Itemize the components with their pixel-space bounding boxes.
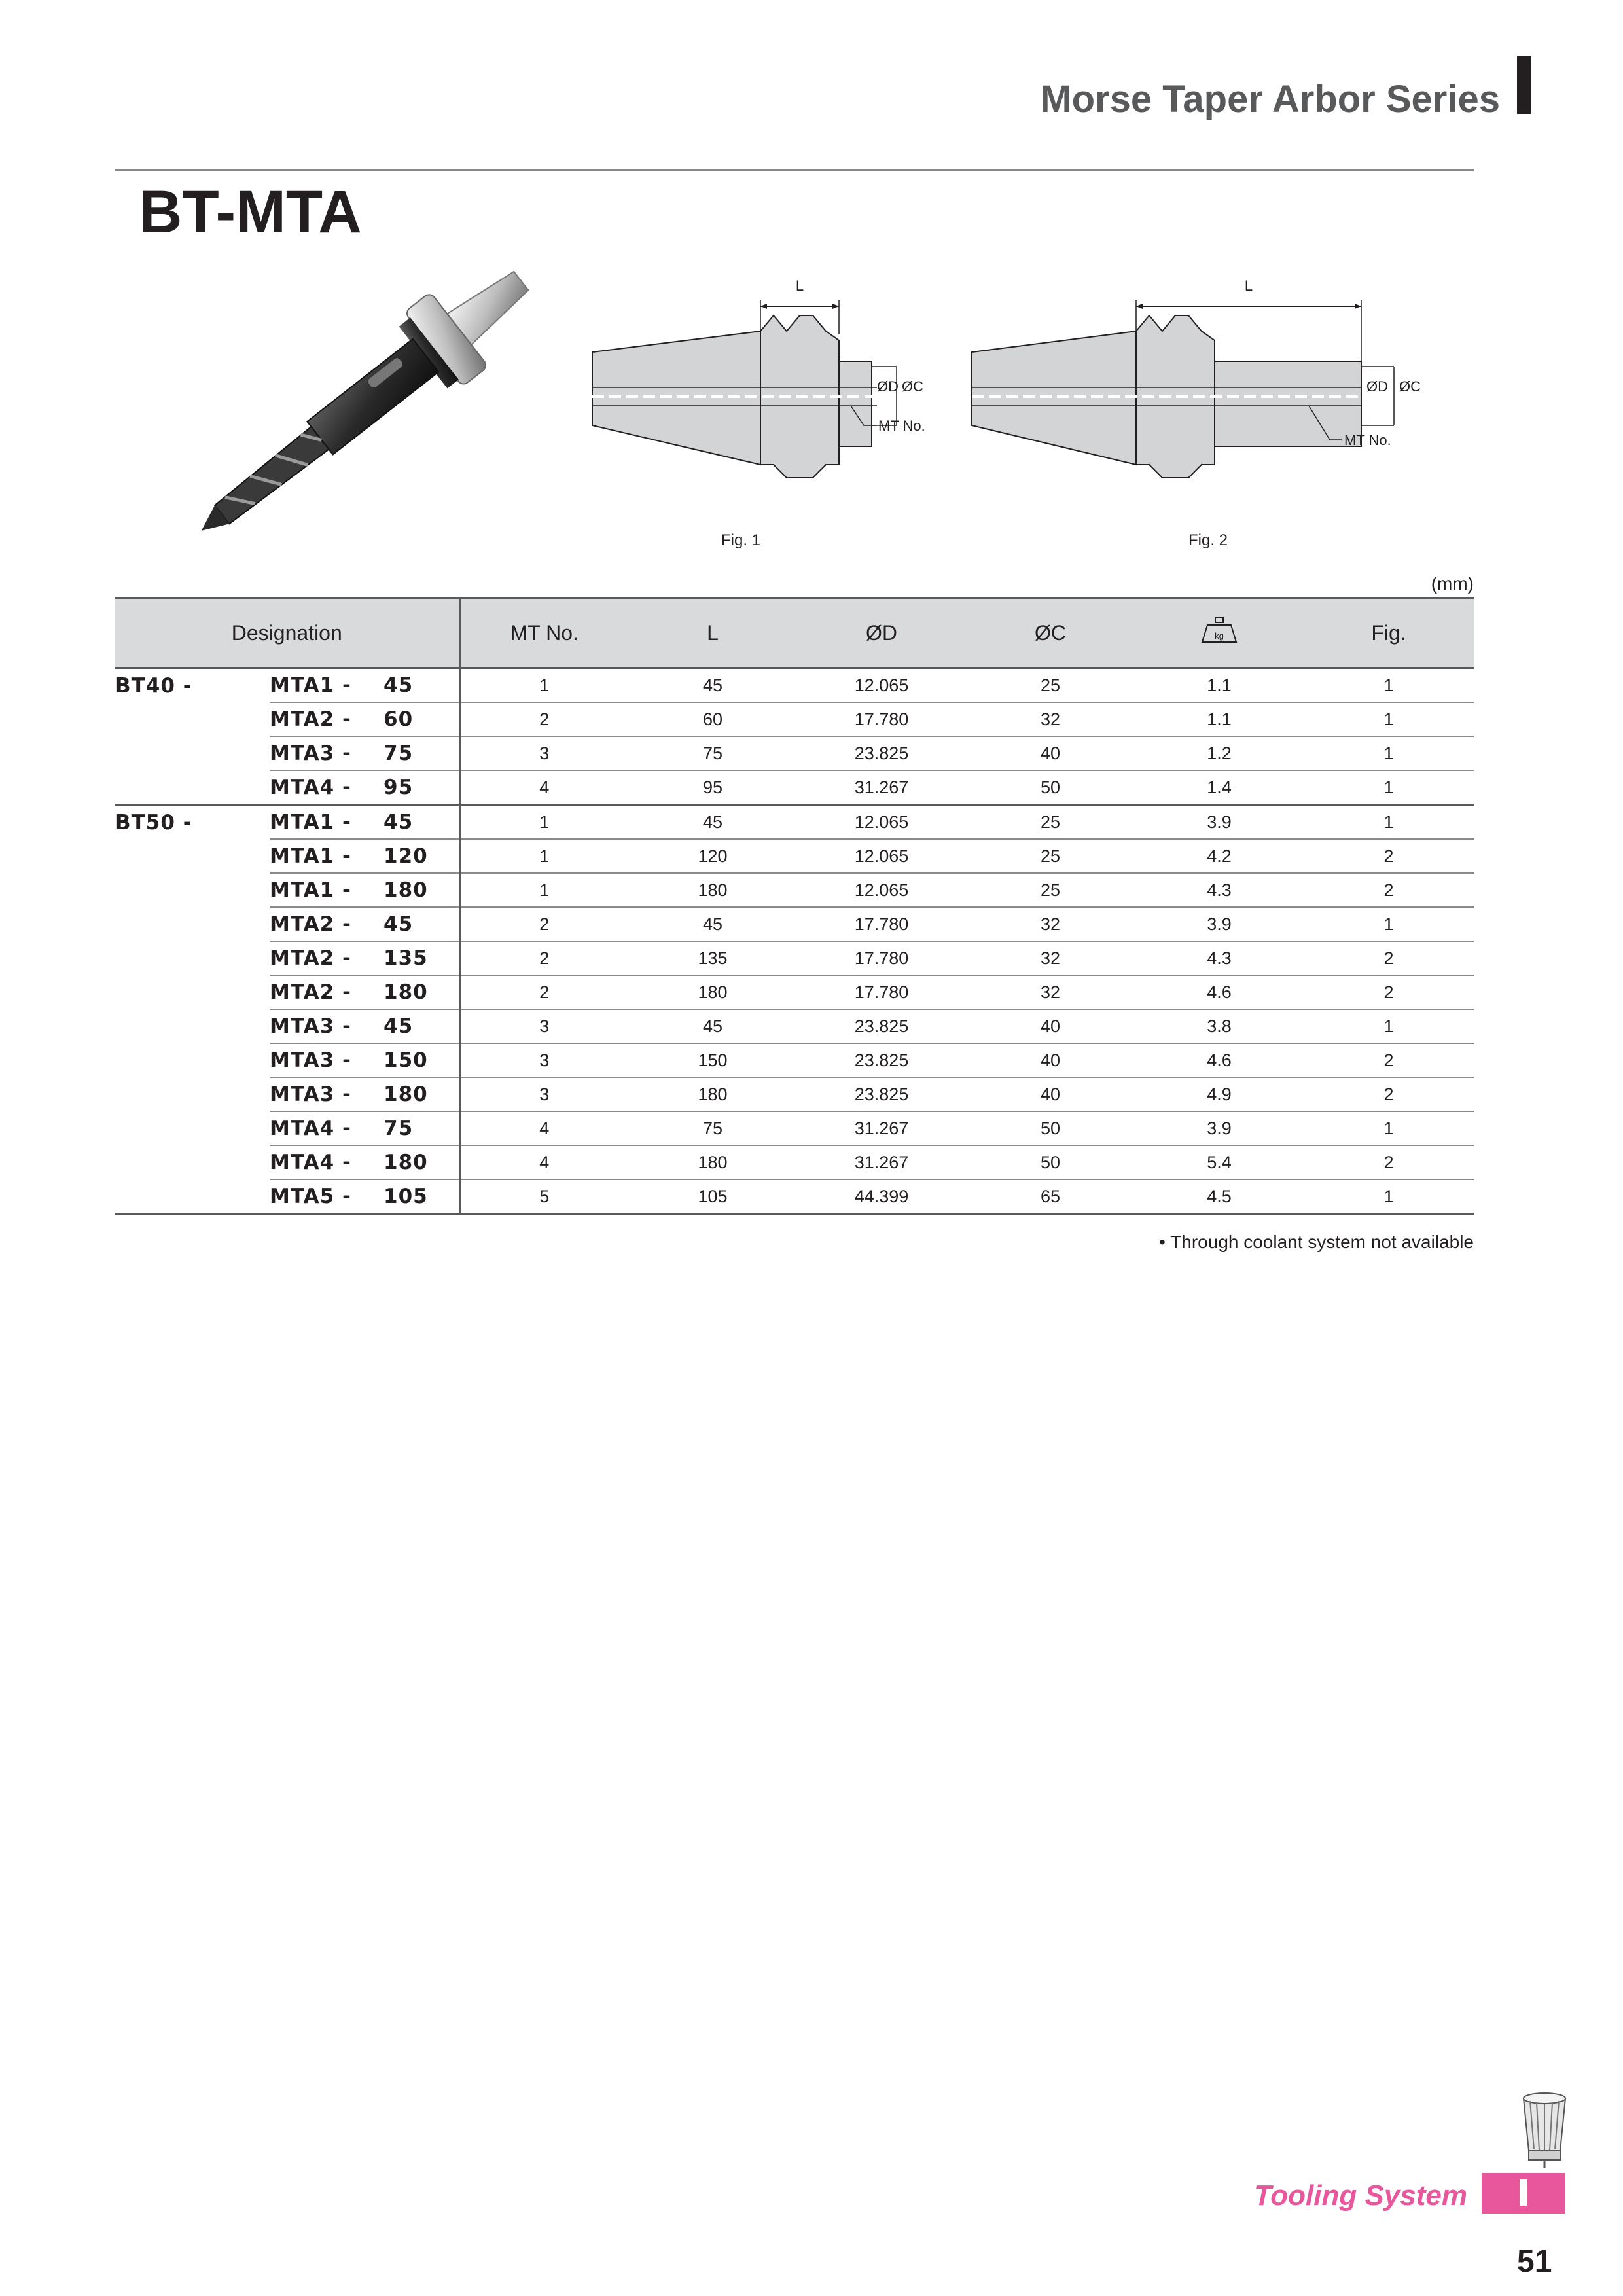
cell-fig: 2: [1304, 941, 1474, 975]
row-length: 45: [383, 805, 459, 840]
cell-weight: 4.6: [1135, 1043, 1304, 1077]
table-row: [115, 839, 1474, 873]
table-row: [115, 702, 1474, 736]
row-code: MTA1 -: [270, 839, 383, 873]
cell-mt: 3: [459, 1043, 628, 1077]
product-title: BT-MTA: [139, 179, 362, 245]
row-code: MTA3 -: [270, 1009, 383, 1043]
row-code: MTA3 -: [270, 736, 383, 770]
cell-mt: 1: [459, 873, 628, 907]
row-length: 45: [383, 907, 459, 941]
header-weight: [1135, 598, 1304, 668]
cell-d: 23.825: [797, 1077, 966, 1111]
svg-text:kg: kg: [1215, 631, 1224, 641]
cell-l: 120: [628, 839, 797, 873]
row-length: 95: [383, 770, 459, 805]
cell-l: 45: [628, 805, 797, 840]
row-code: MTA2 -: [270, 941, 383, 975]
table-row: [115, 873, 1474, 907]
cell-fig: 2: [1304, 1043, 1474, 1077]
header-fig: Fig.: [1304, 598, 1474, 668]
figure-2-label: Fig. 2: [1188, 531, 1228, 549]
row-code: MTA1 -: [270, 805, 383, 840]
cell-l: 45: [628, 1009, 797, 1043]
header-c: ØC: [966, 598, 1135, 668]
row-length: 120: [383, 839, 459, 873]
row-code: MTA2 -: [270, 975, 383, 1009]
header-designation: Designation: [115, 598, 459, 668]
cell-weight: 3.9: [1135, 805, 1304, 840]
cell-l: 45: [628, 907, 797, 941]
cell-l: 180: [628, 1145, 797, 1179]
cell-l: 150: [628, 1043, 797, 1077]
page-number: 51: [1517, 2244, 1552, 2279]
product-photo: [145, 249, 577, 563]
row-length: 45: [383, 1009, 459, 1043]
header-d: ØD: [797, 598, 966, 668]
spec-table: [115, 597, 1474, 1215]
cell-fig: 2: [1304, 1145, 1474, 1179]
cell-fig: 1: [1304, 736, 1474, 770]
cell-c: 50: [966, 770, 1135, 805]
cell-fig: 2: [1304, 1077, 1474, 1111]
cell-d: 12.065: [797, 668, 966, 703]
cell-d: 44.399: [797, 1179, 966, 1214]
footer-brand: Tooling System: [1254, 2179, 1467, 2212]
cell-weight: 3.8: [1135, 1009, 1304, 1043]
table-row: [115, 1009, 1474, 1043]
table-row: [115, 941, 1474, 975]
header-mt-no: MT No.: [459, 598, 628, 668]
fig2-dim-c: ØC: [1399, 378, 1421, 395]
series-title: Morse Taper Arbor Series: [1040, 78, 1500, 120]
header-l: L: [628, 598, 797, 668]
cell-l: 180: [628, 1077, 797, 1111]
fig2-dim-l: L: [1244, 278, 1253, 294]
weight-icon: [1201, 616, 1238, 645]
cell-c: 25: [966, 873, 1135, 907]
cell-c: 32: [966, 941, 1135, 975]
cell-weight: 1.1: [1135, 702, 1304, 736]
cell-fig: 1: [1304, 1009, 1474, 1043]
cell-d: 31.267: [797, 1111, 966, 1145]
row-length: 150: [383, 1043, 459, 1077]
table-row: [115, 1043, 1474, 1077]
cell-d: 12.065: [797, 839, 966, 873]
cell-d: 31.267: [797, 1145, 966, 1179]
cell-c: 50: [966, 1111, 1135, 1145]
cell-mt: 2: [459, 907, 628, 941]
cell-l: 95: [628, 770, 797, 805]
cell-d: 31.267: [797, 770, 966, 805]
cell-c: 32: [966, 907, 1135, 941]
table-row: [115, 1145, 1474, 1179]
row-code: MTA4 -: [270, 770, 383, 805]
row-length: 45: [383, 668, 459, 703]
table-row: [115, 770, 1474, 805]
table-row: [115, 1077, 1474, 1111]
cell-c: 65: [966, 1179, 1135, 1214]
cell-fig: 1: [1304, 1111, 1474, 1145]
cell-weight: 4.6: [1135, 975, 1304, 1009]
fig2-dim-mt: MT No.: [1344, 432, 1391, 448]
cell-c: 32: [966, 975, 1135, 1009]
fig1-dim-mt: MT No.: [878, 418, 925, 434]
cell-fig: 2: [1304, 975, 1474, 1009]
row-length: 135: [383, 941, 459, 975]
row-length: 105: [383, 1179, 459, 1214]
cell-l: 135: [628, 941, 797, 975]
row-code: MTA4 -: [270, 1145, 383, 1179]
cell-mt: 1: [459, 668, 628, 703]
cell-c: 40: [966, 1077, 1135, 1111]
cell-mt: 2: [459, 702, 628, 736]
cell-weight: 1.1: [1135, 668, 1304, 703]
row-code: MTA1 -: [270, 668, 383, 703]
cell-d: 17.780: [797, 975, 966, 1009]
row-code: MTA4 -: [270, 1111, 383, 1145]
row-length: 180: [383, 873, 459, 907]
cell-l: 75: [628, 1111, 797, 1145]
table-row: [115, 805, 1474, 840]
cell-c: 32: [966, 702, 1135, 736]
cell-l: 75: [628, 736, 797, 770]
cell-weight: 4.2: [1135, 839, 1304, 873]
footnote: • Through coolant system not available: [1159, 1232, 1474, 1252]
cell-weight: 4.3: [1135, 941, 1304, 975]
cell-fig: 1: [1304, 1179, 1474, 1214]
cell-weight: 4.5: [1135, 1179, 1304, 1214]
cell-weight: 3.9: [1135, 1111, 1304, 1145]
cell-weight: 4.3: [1135, 873, 1304, 907]
cell-fig: 2: [1304, 873, 1474, 907]
cell-d: 17.780: [797, 702, 966, 736]
table-row: [115, 975, 1474, 1009]
row-code: MTA1 -: [270, 873, 383, 907]
row-length: 75: [383, 736, 459, 770]
cell-d: 23.825: [797, 1009, 966, 1043]
cell-weight: 5.4: [1135, 1145, 1304, 1179]
cell-weight: 3.9: [1135, 907, 1304, 941]
row-length: 180: [383, 1077, 459, 1111]
cell-d: 17.780: [797, 907, 966, 941]
cell-c: 50: [966, 1145, 1135, 1179]
row-length: 180: [383, 1145, 459, 1179]
header-divider: [115, 169, 1474, 171]
cell-l: 180: [628, 975, 797, 1009]
cell-c: 25: [966, 668, 1135, 703]
cell-mt: 4: [459, 770, 628, 805]
figure-1-label: Fig. 1: [721, 531, 761, 549]
row-code: MTA5 -: [270, 1179, 383, 1214]
fig1-dim-c: ØC: [902, 378, 923, 395]
cell-fig: 1: [1304, 805, 1474, 840]
cell-mt: 3: [459, 736, 628, 770]
row-length: 75: [383, 1111, 459, 1145]
table-row: [115, 1179, 1474, 1214]
cell-c: 40: [966, 736, 1135, 770]
cell-fig: 1: [1304, 668, 1474, 703]
row-code: MTA2 -: [270, 702, 383, 736]
cell-l: 105: [628, 1179, 797, 1214]
cell-mt: 2: [459, 941, 628, 975]
fig2-dim-d: ØD: [1366, 378, 1388, 395]
table-header-row: [115, 598, 1474, 668]
cell-mt: 2: [459, 975, 628, 1009]
table-row: [115, 907, 1474, 941]
figure-2-drawing: [969, 268, 1440, 484]
cell-fig: 2: [1304, 839, 1474, 873]
cell-mt: 1: [459, 839, 628, 873]
cell-l: 45: [628, 668, 797, 703]
cell-fig: 1: [1304, 770, 1474, 805]
row-length: 60: [383, 702, 459, 736]
cell-weight: 1.2: [1135, 736, 1304, 770]
cell-c: 25: [966, 839, 1135, 873]
table-row: [115, 1111, 1474, 1145]
cell-mt: 4: [459, 1111, 628, 1145]
series-bt50: BT50 -: [115, 805, 270, 1214]
cell-l: 60: [628, 702, 797, 736]
series-bar-marker: [1517, 56, 1531, 114]
unit-label: (mm): [1431, 573, 1474, 594]
cell-c: 40: [966, 1009, 1135, 1043]
cell-weight: 1.4: [1135, 770, 1304, 805]
row-code: MTA2 -: [270, 907, 383, 941]
cell-mt: 5: [459, 1179, 628, 1214]
cell-mt: 1: [459, 805, 628, 840]
cell-weight: 4.9: [1135, 1077, 1304, 1111]
row-code: MTA3 -: [270, 1077, 383, 1111]
table-row: [115, 736, 1474, 770]
cell-d: 17.780: [797, 941, 966, 975]
cell-fig: 1: [1304, 702, 1474, 736]
cell-d: 23.825: [797, 736, 966, 770]
collet-icon: [1517, 2085, 1572, 2168]
figure-1-drawing: [589, 268, 929, 484]
cell-fig: 1: [1304, 907, 1474, 941]
cell-d: 12.065: [797, 873, 966, 907]
cell-mt: 3: [459, 1009, 628, 1043]
footer-section-mark: [1520, 2179, 1527, 2206]
row-code: MTA3 -: [270, 1043, 383, 1077]
cell-d: 23.825: [797, 1043, 966, 1077]
series-bt40: BT40 -: [115, 668, 270, 805]
cell-mt: 3: [459, 1077, 628, 1111]
cell-l: 180: [628, 873, 797, 907]
row-length: 180: [383, 975, 459, 1009]
fig1-dim-l: L: [795, 278, 804, 294]
table-row: [115, 668, 1474, 703]
cell-c: 40: [966, 1043, 1135, 1077]
cell-c: 25: [966, 805, 1135, 840]
cell-d: 12.065: [797, 805, 966, 840]
cell-mt: 4: [459, 1145, 628, 1179]
fig1-dim-d: ØD: [877, 378, 899, 395]
